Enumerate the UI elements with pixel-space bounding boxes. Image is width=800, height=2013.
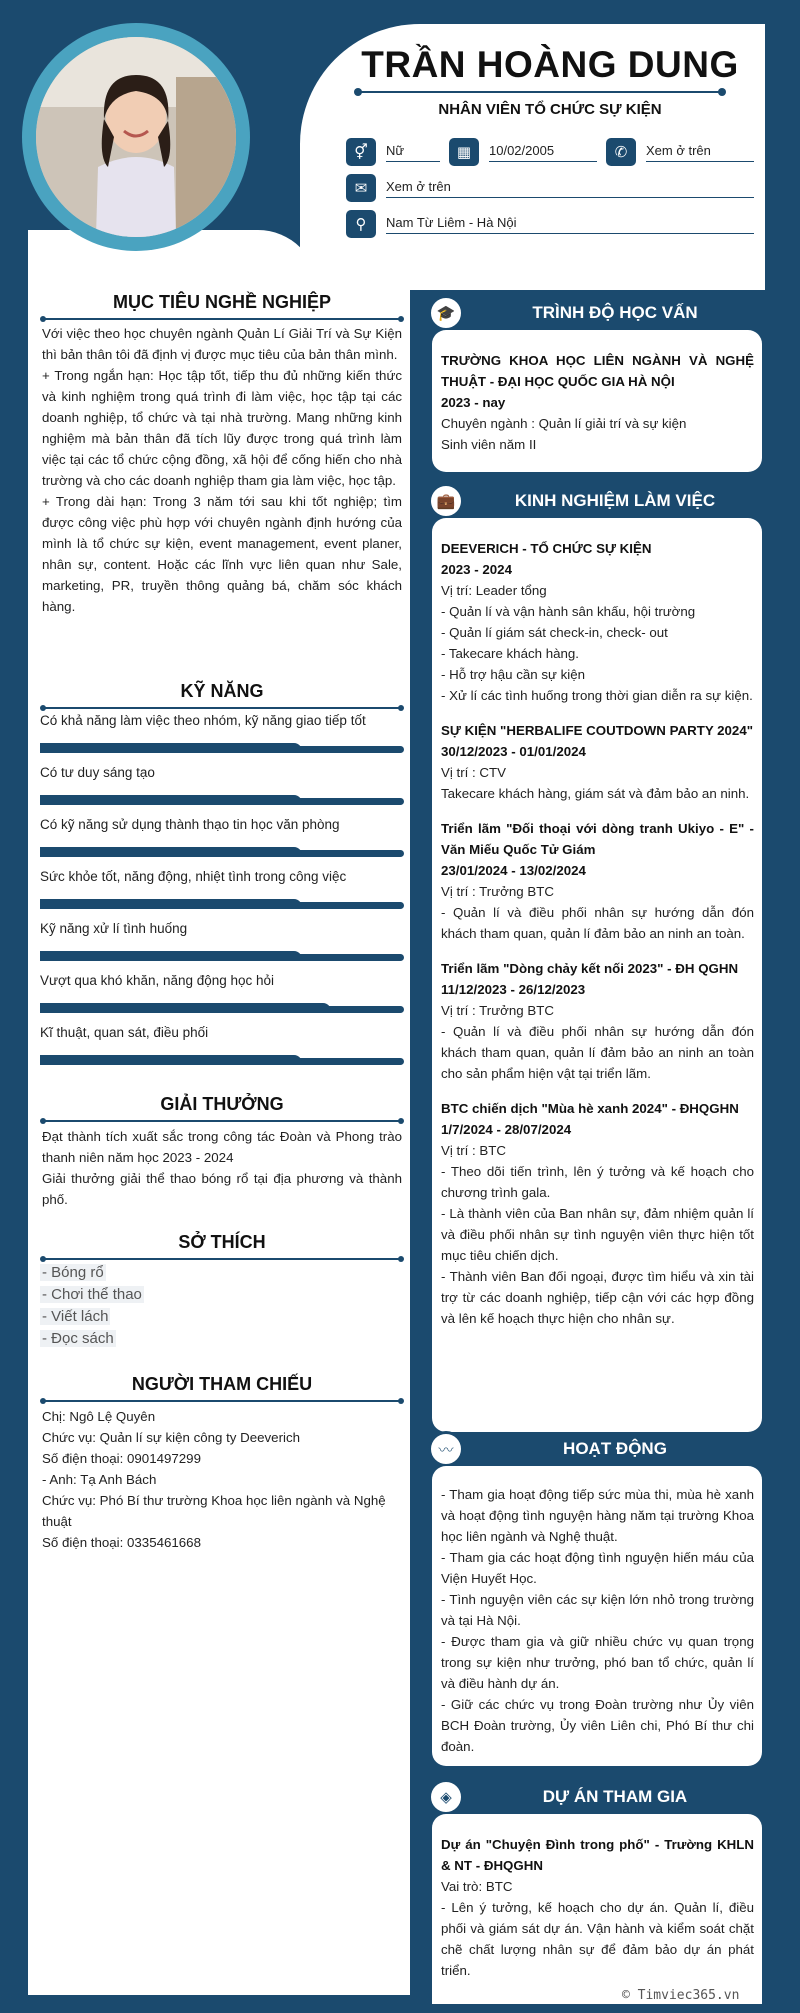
references-text: Chị: Ngô Lệ Quyên Chức vụ: Quản lí sự kiện công ty Deeverich Số điện thoại: 0901497299 - Anh: Tạ Anh Bách Chức vụ: Phó Bí thư trường Khoa học liên ngành và Nghệ thuật Số điện thoại: 0335461668 (42, 1409, 386, 1550)
skill-label: Vượt qua khó khăn, năng động học hỏi (40, 973, 275, 988)
projects-text: Dự án "Chuyện Đình trong phố" - Trường KHLN & NT - ĐHQGHN Vai trò: BTC - Lên ý tưởng, kế hoạch cho dự án. Quản lí, điều phối và giám sát dự án. Vận hành và kiểm soát chặt chẽ chất lượng nhân sự để đảm bảo dự án phát triển. (441, 1837, 754, 1978)
skill-bar (40, 798, 404, 805)
references-title: NGƯỜI THAM CHIẾU (131, 1374, 313, 1394)
experience-title: KINH NGHIỆM LÀM VIỆC (514, 491, 716, 510)
skill-label: Sức khỏe tốt, năng động, nhiệt tình trong công việc (40, 869, 347, 884)
hobbies-divider (43, 1258, 401, 1260)
awards-divider (43, 1120, 401, 1122)
pulse-icon: 〰 (428, 1431, 464, 1467)
job-title: NHÂN VIÊN TỔ CHỨC SỰ KIỆN (438, 101, 662, 118)
objective-divider (43, 318, 401, 320)
avatar (36, 37, 236, 237)
references-divider (43, 1400, 401, 1402)
hobby-item: - Đọc sách (42, 1330, 114, 1347)
address-value: Nam Từ Liêm - Hà Nội (386, 212, 754, 234)
skill-bar-fill (40, 847, 302, 857)
skill-bar-fill (40, 951, 302, 961)
skill-label: Có kỹ năng sử dụng thành thạo tin học văn phòng (40, 817, 340, 832)
experience-text: DEEVERICH - TỔ CHỨC SỰ KIỆN 2023 - 2024 Vị trí: Leader tổng - Quản lí và vận hành sân khấu, hội trường - Quản lí giám sát check-in, check- out - Takecare khách hàng. - Hỗ trợ hậu cần sự kiện - Xử lí các tình huống trong thời gian diễn ra sự kiện. SỰ KIỆN "HERBALIFE COUTDOWN PARTY 2024" 30/12/2023 - 01/01/2024 Vị trí : CTV Takecare khách hàng, giám sát và đảm bảo an ninh. Triển lãm "Đối thoại với dòng tranh Ukiyo - E" - Văn Miếu Quốc Tử Giám 23/01/2024 - 13/02/2024 Vị trí : Trưởng BTC - Quản lí và điều phối nhân sự hướng dẫn đón khách tham quan, quản lí đảm bảo an ninh an toàn. Triển lãm "Dòng chảy kết nối 2023" - ĐH QGHN 11/12/2023 - 26/12/2023 Vị trí : Trưởng BTC - Quản lí và điều phối nhân sự hướng dẫn đón khách tham quan, quản lí đảm bảo an ninh an toàn cho sản phẩm hiện vật tại triển lãm. BTC chiến dịch "Mùa hè xanh 2024" - ĐHQGHN 1/7/2024 - 28/07/2024 Vị trí : BTC - Theo dõi tiến trình, lên ý tưởng và kế hoạch cho chương trình gala. - Là thành viên của Ban nhân sự, đảm nhiệm quản lí và điều phối nhân sự tình nguyện viên thực hiện tốt mục tiêu chiến dịch. - Thành viên Ban đối ngoại, được tìm hiểu và xin tài trợ từ các doanh nghiệp, tiếp cận với các hợp đồng và lên kế hoạch thực hiện cho nhân sự. (441, 541, 754, 1326)
email-icon: ✉ (346, 174, 376, 202)
footer-watermark: © Timviec365.vn (622, 1988, 740, 2003)
awards-text: Đạt thành tích xuất sắc trong công tác Đoàn và Phong trào thanh niên năm học 2023 - 2024 Giải thưởng giải thể thao bóng rổ tại địa phương và thành phố. (42, 1129, 402, 1207)
skill-bar-fill (40, 1055, 302, 1065)
calendar-icon: ▦ (449, 138, 479, 166)
skill-bar (40, 1058, 404, 1065)
skills-title: KỸ NĂNG (180, 681, 264, 701)
skill-bar-fill (40, 795, 302, 805)
right-border (765, 290, 800, 2013)
gender-value: Nữ (386, 140, 440, 162)
skill-bar (40, 954, 404, 961)
hobby-item: - Bóng rổ (42, 1264, 104, 1281)
education-text: TRƯỜNG KHOA HỌC LIÊN NGÀNH VÀ NGHỆ THUẬT - ĐẠI HỌC QUỐC GIA HÀ NỘI 2023 - nay Chuyên ngành : Quản lí giải trí và sự kiện Sinh viên năm II (441, 353, 754, 452)
location-icon: ⚲ (346, 210, 376, 238)
dob-value: 10/02/2005 (489, 140, 597, 162)
projects-title: DỰ ÁN THAM GIA (542, 1787, 688, 1806)
skill-label: Kỹ năng xử lí tình huống (40, 921, 188, 936)
phone-icon: ✆ (606, 138, 636, 166)
phone-value: Xem ở trên (646, 140, 754, 162)
candidate-name: TRẦN HOÀNG DUNG (361, 44, 739, 85)
hobby-item: - Viết lách (42, 1308, 109, 1325)
education-title: TRÌNH ĐỘ HỌC VẤN (532, 303, 698, 322)
skill-label: Có khả năng làm việc theo nhóm, kỹ năng giao tiếp tốt (40, 713, 366, 728)
skill-label: Kĩ thuật, quan sát, điều phối (40, 1025, 209, 1040)
hobbies-title: SỞ THÍCH (178, 1232, 266, 1252)
email-value: Xem ở trên (386, 176, 754, 198)
skills-divider (43, 707, 401, 709)
name-divider (358, 91, 722, 93)
objective-title: MỤC TIÊU NGHỀ NGHIỆP (112, 292, 331, 312)
gender-icon: ⚥ (346, 138, 376, 166)
awards-title: GIẢI THƯỞNG (160, 1094, 284, 1114)
skill-label: Có tư duy sáng tạo (40, 765, 155, 780)
skill-bar (40, 850, 404, 857)
skill-bar (40, 902, 404, 909)
skill-bar (40, 746, 404, 753)
left-border (0, 0, 28, 2013)
skill-bar (40, 1006, 404, 1013)
activities-title: HOẠT ĐỘNG (563, 1439, 667, 1458)
activities-text: - Tham gia hoạt động tiếp sức mùa thi, mùa hè xanh và hoạt động tình nguyện hàng năm tại trường Khoa học liên ngành và Nghệ thuật. - Tham gia các hoạt động tình nguyện hiến máu của Viện Huyết Học. - Tình nguyện viên các sự kiện lớn nhỏ trong trường và tại Hà Nội. - Được tham gia và giữ nhiều chức vụ quan trọng trong sự kiện như trưởng, phó ban tổ chức, quản lí và điều hành dự án. - Giữ các chức vụ trong Đoàn trường như Ủy viên BCH Đoàn trường, Ủy viên Liên chi, Phó Bí thư chi đoàn. (441, 1487, 754, 1754)
graduation-cap-icon: 🎓 (428, 295, 464, 331)
skill-bar-fill (40, 899, 302, 909)
objective-text: Với việc theo học chuyên ngành Quản Lí Giải Trí và Sự Kiện thì bản thân tôi đã định vị được mục tiêu của bản thân mình. + Trong ngắn hạn: Học tập tốt, tiếp thu đủ những kiến thức và kinh nghiệm trong quá trình đi làm việc, học tập tại các doanh nghiệp, tổ chức và tại nhà trường. Mang những kinh nghiệm mà bản thân đã tích lũy được trong quá trình làm việc tại các tổ chức cộng đồng, xã hội để cống hiến cho nhà trường và cho các doanh nghiệp tham gia làm việc, học tập. + Trong dài hạn: Trong 3 năm tới sau khi tốt nghiệp; tìm được công việc phù hợp với chuyên ngành định hướng của mình là tổ chức sự kiện, event management, event planer, nhân sự, content. Hoặc các lĩnh vực liên quan như Sale, marketing, PR, truyền thông quảng bá, chăm sóc khách hàng. (42, 326, 402, 614)
briefcase-icon: 💼 (428, 483, 464, 519)
hobby-item: - Chơi thể thao (42, 1286, 142, 1303)
layers-icon: ◈ (428, 1779, 464, 1815)
skill-bar-fill (40, 1003, 331, 1013)
skill-bar-fill (40, 743, 302, 753)
